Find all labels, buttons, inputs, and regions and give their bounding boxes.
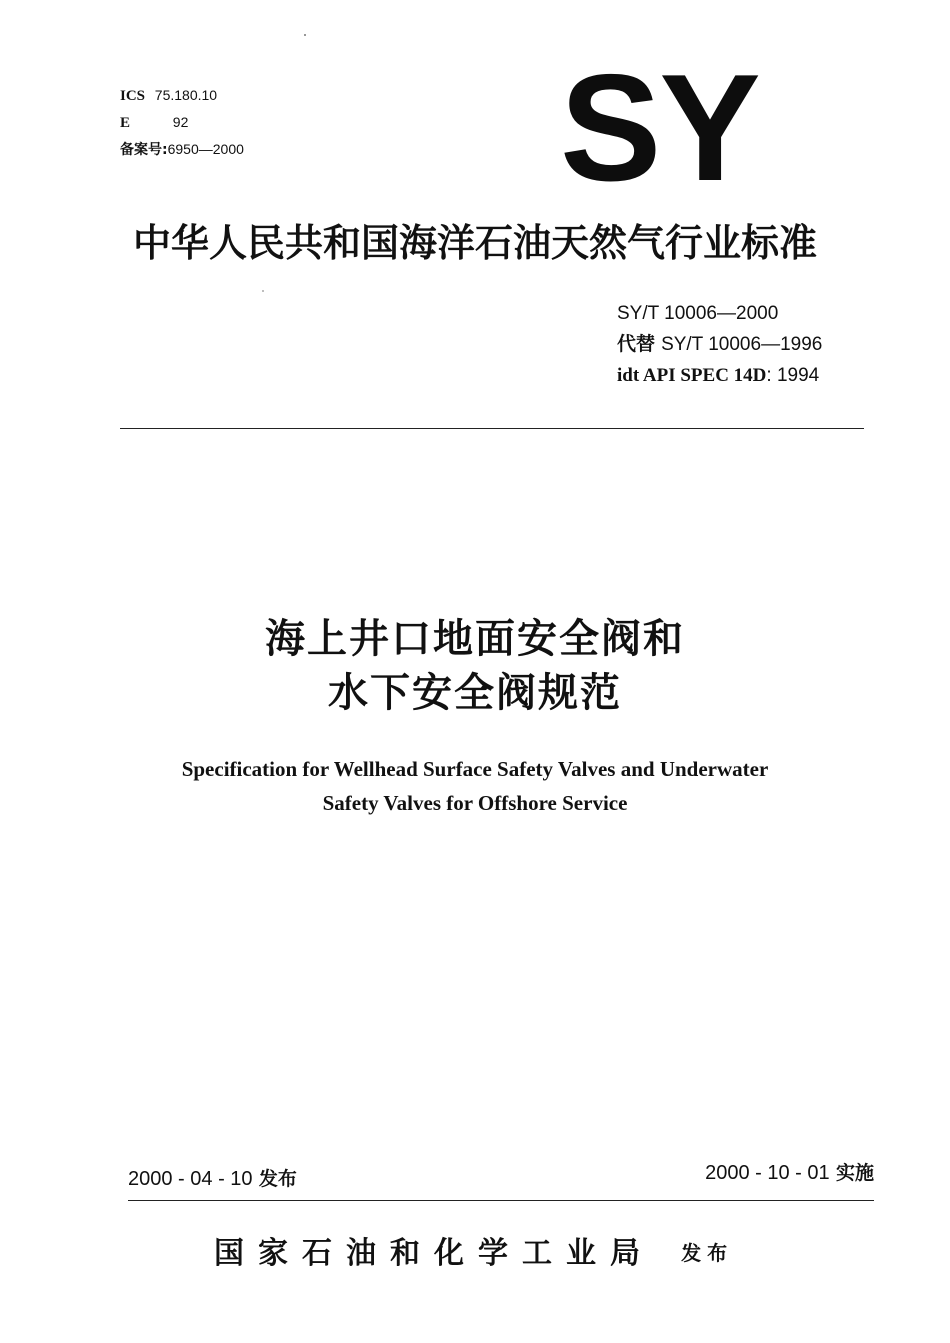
record-row [120,136,244,163]
replaces-number: SY/T 10006—1996 [661,334,823,355]
classification-block [120,82,244,163]
header-divider [120,428,864,429]
english-title [0,752,950,820]
e-label: E [120,115,131,131]
english-title-line-2: Safety Valves for Offshore Service [322,791,628,815]
ics-label: ICS [120,88,146,104]
ics-value: 75.180.10 [154,87,218,103]
english-title-line-1: Specification for Wellhead Surface Safety Valves and Underwater [181,757,769,781]
issue-date: 2000 - 04 - 10 [128,1168,253,1190]
idt-label: idt API SPEC 14D [617,365,767,386]
replaces-label: 代替 [617,333,656,355]
effective-date: 2000 - 10 - 01 [705,1162,830,1184]
e-value: 92 [172,114,189,130]
effective-date-group [705,1158,874,1185]
footer-divider [128,1200,874,1201]
issue-label: 发布 [258,1168,297,1190]
chinese-title-line-1: 海上井口地面安全阀和 [265,616,685,662]
ics-row [120,82,244,109]
record-label: 备案号: [120,142,168,158]
dates-row [128,1158,874,1188]
chinese-title-line-2: 水下安全阀规范 [328,670,622,716]
standard-number: SY/T 10006—2000 [617,303,779,324]
scan-speck [262,290,264,292]
chinese-title [0,612,950,720]
publish-label: 发布 [681,1241,734,1265]
scan-speck [304,34,306,36]
sy-logo: SY [560,43,759,213]
standard-codes-block [617,298,822,391]
industry-standard-title: 中华人民共和国海洋石油天然气行业标准 [132,221,817,265]
effective-label: 实施 [835,1162,874,1184]
issue-date-group [128,1164,297,1191]
idt-line [617,360,822,391]
record-value: 6950—2000 [167,141,244,157]
idt-year: : 1994 [766,365,820,386]
issuing-organization: 国家石油和化学工业局 [214,1236,654,1271]
issuer-line [214,1228,733,1272]
replaces-line [617,329,822,360]
e-row [120,109,244,136]
